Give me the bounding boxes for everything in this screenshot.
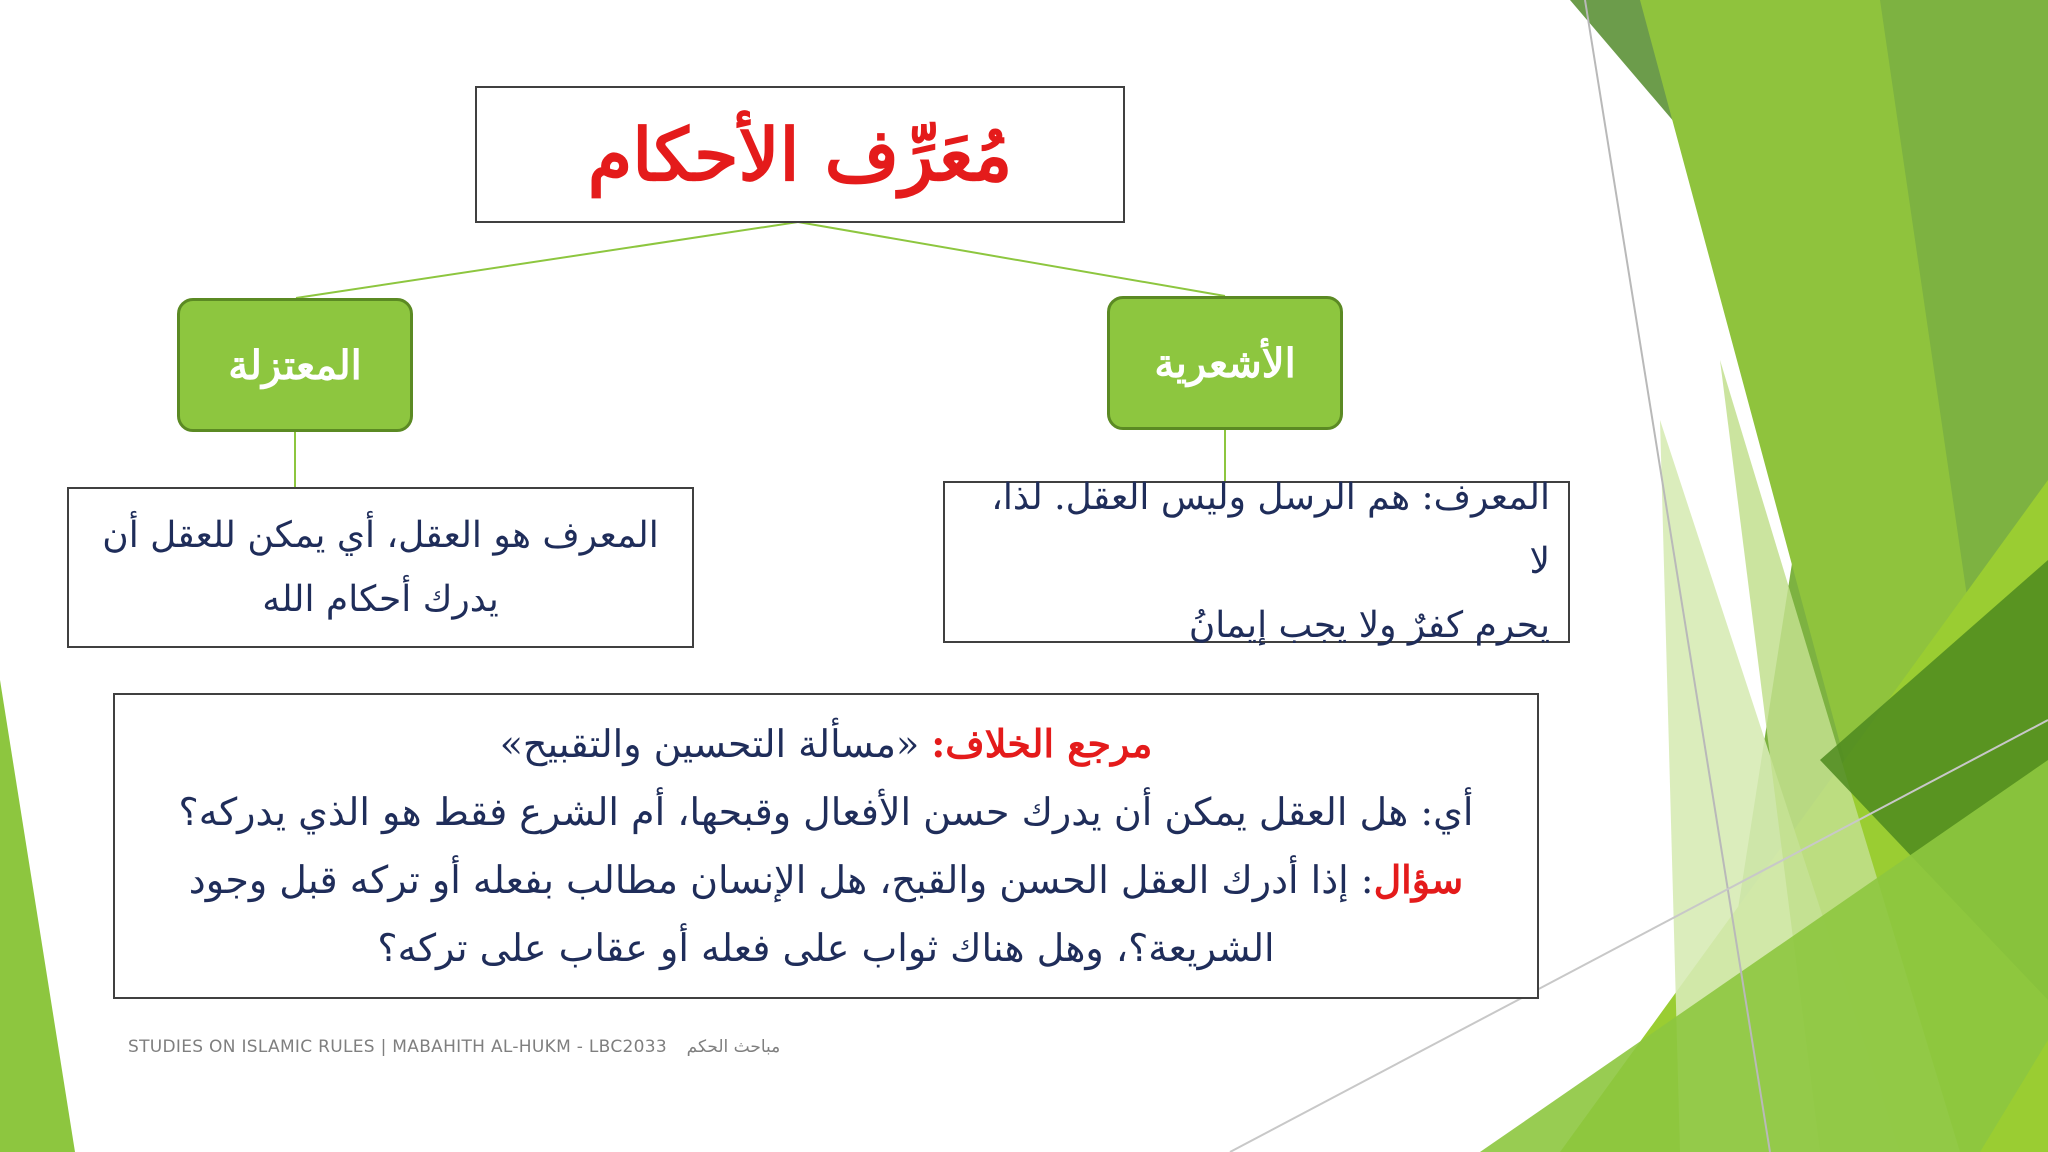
ashariyya-description-line: المعرف: هم الرسل وليس العقل. لذا، لا [991,477,1550,582]
slide-footer [128,1037,780,1057]
dispute-heading-text: «مسألة التحسين والتقبيح» [499,722,932,766]
mutazila-description [67,487,694,648]
dispute-heading-label: مرجع الخلاف: [931,721,1153,766]
question-label: سؤال [1373,857,1464,902]
ashariyya-description-line: يحرم كفرٌ ولا يجب إيمانُ [1188,605,1550,646]
mutazila-description-line: المعرف هو العقل، أي يمكن للعقل أن [102,514,659,556]
footer-arabic: مباحث الحكم [686,1037,781,1057]
dispute-heading [145,710,1507,778]
node-mutazila [177,298,413,432]
title-box [475,86,1125,223]
dispute-explanation: أي: هل العقل يمكن أن يدرك حسن الأفعال وقبحها، أم الشرع فقط هو الذي يدركه؟ [178,790,1474,834]
ashariyya-description [943,477,1570,646]
connector-line [296,222,798,298]
footer-course: STUDIES ON ISLAMIC RULES | MABAHITH AL-HUKM - LBC2033 [128,1037,667,1057]
dispute-box [113,693,1539,999]
node-ashariyya [1107,296,1343,430]
question-text: : إذا أدرك العقل الحسن والقبح، هل الإنسان مطالب بفعله أو تركه قبل وجود الشريعة؟، وهل هناك ثواب على فعله أو عقاب على تركه؟ [188,858,1374,970]
decor-triangle-left [0,680,75,1152]
node-ashariyya-label: الأشعرية [1154,339,1296,387]
node-mutazila-label: المعتزلة [228,341,362,389]
connector-line [798,222,1225,296]
mutazila-description-line: يدرك أحكام الله [262,578,499,620]
slide-title: مُعَرِّف الأحكام [587,111,1013,197]
dispute-question [145,846,1507,982]
